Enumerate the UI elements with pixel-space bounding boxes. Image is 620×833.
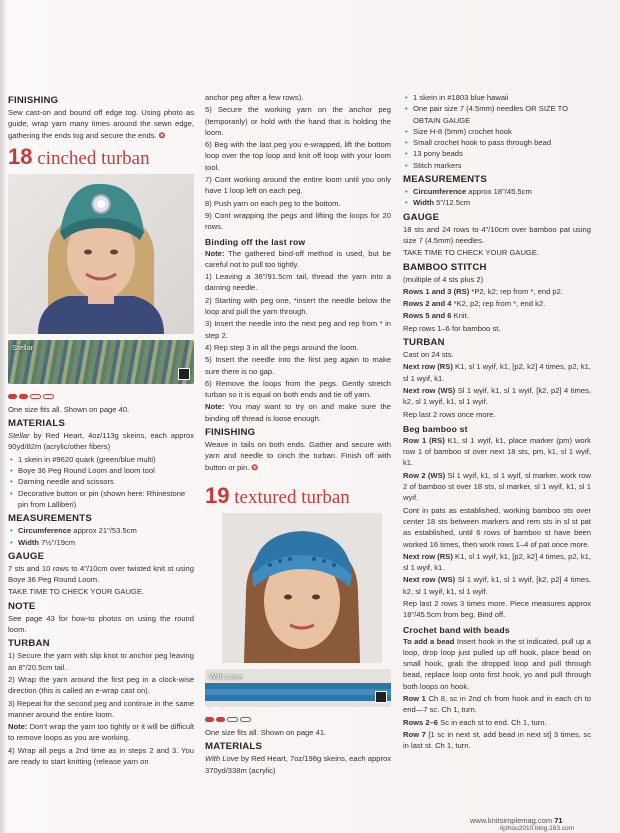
end-marker-icon: ✪ [158,130,166,140]
pattern-18-title: 18 cinched turban [8,143,150,169]
cinched-turban-photo [8,174,194,334]
swatch-label: With Love [209,671,243,681]
pattern-row: Next row (WS) Sl 1 wyif, k1, sl 1 wyif, [k2, p2] 4 times, k2, sl 1 wyif, k1, sl 1 wyif. [403,385,591,407]
step-text: 1) Leaving a 36"/91.5cm tail, thread the yarn into a darning needle. [205,272,391,293]
step-text: 7) Cont working around the entire loom until you only have 1 loop left on each peg. [205,175,391,196]
materials-list [8,454,194,510]
list-item: • Circumference approx 18"/45.5cm [403,186,591,197]
finishing-heading: FINISHING [205,427,256,439]
pattern-row: Rows 2–6 Sc in each st to end. Ch 1, turn. [403,717,547,727]
column-left [8,92,194,768]
gauge-text: 18 sts and 24 rows to 4"/10cm over bamboo pat using size 7 (4.5mm) needles. [403,224,591,245]
binding-off-heading: Binding off the last row [205,236,306,247]
pattern-row: Rows 5 and 6 Knit. [403,311,469,321]
gauge-text: 7 sts and 10 rows to 4"/10cm over twisted knit st using Boye 36 Peg Round Loom. [8,563,194,585]
turban-step: 2) Wrap the yarn around the first peg in a clock-wise direction (this is called an e-wrap cast on). [8,674,194,696]
size-note: One size fits all. Shown on page 41. [205,727,327,737]
column-right [403,92,591,753]
step-text: 5) Secure the working yarn on the anchor peg (temporarily) or hold with the hand that is holding the loom. [205,105,391,137]
turban-heading: TURBAN [403,337,445,349]
step-text: 2) Starting with peg one, *insert the needle below the loop and pull the yarn through. [205,295,391,317]
pattern-row: Rows 2 and 4 *K2, p2; rep from *, end k2. [403,299,546,309]
finishing-text: Weave in tails on both ends. Gather and secure with yarn and needle to cinch the turban. Finish off with button or pin. ✪ [205,440,391,472]
binding-note: Note: You may want to try on and make sure the binding off thread is loose enough. [205,402,391,423]
measurements-list [8,525,194,548]
finishing-text: Sew cast-on and bound off edge tog. Using photo as guide, wrap yarn many times around the sewn edge, gathering the ends tog and secure the ends. ✪ [8,108,194,140]
pattern-row: Next row (RS) K1, sl 1 wyif, k1, [p2, k2] 4 times, p2, k1, sl 1 wyif, k1. [403,551,591,573]
list-item: • Stitch markers [403,160,591,171]
page-footer [470,816,563,825]
step-text: anchor peg after a few rows). [205,93,304,102]
pattern-row: Next row (RS) K1, sl 1 wyif, k1, [p2, k2] 4 times, p2, k1, sl 1 wyif, k1. [403,362,591,383]
list-item: • Boye 36 Peg Round Loom and loom tool [8,465,194,476]
step-text: 6) Beg with the last peg you e-wrapped, lift the bottom loop over the top loop and knit off loop with your loom tool. [205,140,391,172]
yarn-weight-icon [375,691,387,703]
measurements-heading: MEASUREMENTS [8,513,92,525]
list-item: • 13 pony beads [403,148,591,159]
skill-level-indicator [205,717,391,722]
pattern-row: Cast on 24 sts. [403,350,454,360]
step-text: 3) Insert the needle into the next peg and rep from * in step 2. [205,319,391,340]
list-item: • Width 7½"/19cm [8,537,194,548]
bamboo-multiple: (multiple of 4 sts plus 2) [403,274,484,284]
column-middle [205,92,391,777]
footer-site: www.knitsimplemag.com [470,816,553,825]
pattern-row: To add a bead Insert hook in the st indicated, pull up a loop, drop loop just pulled up off hook, place bead on small hook, grab the dropped loop and pull through bead, replace loop onto first hook, yo and pull through both loops on hook. [403,636,591,691]
step-text: 8) Push yarn on each peg to the bottom. [205,198,341,208]
measurements-heading: MEASUREMENTS [403,174,487,186]
materials-heading: MATERIALS [205,741,263,753]
size-note: One size fits all. Shown on page 40. [8,404,130,414]
materials-text: Stellar by Red Heart, 4oz/113g skeins, each approx 90yd/82m (acrylic/other fibers) [8,431,194,452]
turban-step: 1) Secure the yarn with slip knot to anchor peg leaving an 8"/20.5cm tail. [8,651,194,672]
skill-level-indicator [8,394,194,399]
swatch-label: Stellar [12,342,34,352]
list-item: • Circumference approx 21"/53.5cm [8,525,194,536]
gauge-check: TAKE TIME TO CHECK YOUR GAUGE. [403,248,540,258]
step-text: 4) Rep step 3 in all the pegs around the loom. [205,342,359,352]
pattern-row: Next row (WS) Sl 1 wyif, k1, sl 1 wyif, [k2, p2] 4 times, k2, sl 1 wyif, k1, sl 1 wyif. [403,575,591,596]
finishing-heading: FINISHING [8,95,59,106]
end-marker-icon: ✪ [251,462,258,472]
note-text: See page 43 for how-to photos on using the round loom. [8,613,194,635]
list-item: • One pair size 7 (4.5mm) needles OR SIZE TO OBTAIN GAUGE [403,103,591,126]
binding-note: Note: The gathered bind-off method is used, but be careful not to pull too tightly. [205,248,391,269]
crochet-band-heading: Crochet band with beads [403,624,510,635]
with-love-yarn-swatch [205,669,391,707]
step-text: 6) Remove the loops from the pegs. Gently stretch turban so it is equal on both ends and tie off yarn. [205,378,391,400]
list-item: • Small crochet hook to pass through bead [403,137,591,148]
pattern-row: Rep rows 1–6 for bamboo st. [403,323,501,333]
turban-step: 3) Repeat for the second peg and continue in the same manner around the entire loom. [8,698,194,719]
pattern-row: Rep last 2 rows once more. [403,409,496,419]
materials-text: With Love by Red Heart, 7oz/198g skeins, each approx 370yd/338m (acrylic) [205,754,392,775]
pattern-19-title: 19 textured turban [205,482,350,508]
yarn-weight-icon [178,368,190,380]
pattern-row: Row 1 Ch 8, sc in 2nd ch from hook and in each ch to end—7 sc. Ch 1, turn. [403,694,591,715]
stellar-yarn-swatch [8,340,194,384]
step-text: 5) Insert the needle into the first peg again to make sure there is no gap. [205,355,391,376]
source-credit: tijzhou2010.blog.163.com [500,825,575,832]
bamboo-stitch-heading: BAMBOO STITCH [403,261,487,273]
list-item: • Size H-8 (5mm) crochet hook [403,126,591,137]
turban-step: 4) Wrap all pegs a 2nd time as in steps 2 and 3. You are ready to start knitting (release yarn on [8,745,194,767]
pattern-row: Row 7 [1 sc in next st, add bead in next st] 3 times, sc in last st. Ch 1, turn. [403,729,591,751]
step-text: 9) Cont wrapping the pegs and lifting the loops for 20 rows. [205,210,391,232]
measurements-list [403,186,591,209]
materials-list [403,92,591,171]
list-item: • 1 skein in #1803 blue hawaii [403,92,591,103]
beg-bamboo-heading: Beg bamboo st [403,423,468,434]
turban-note: Note: Don't wrap the yarn too tightly or it will be difficult to remove loops as you are working. [8,722,194,743]
pattern-row: Rows 1 and 3 (RS) *P2, k2; rep from *, end p2. [403,286,563,296]
note-heading: NOTE [8,600,36,612]
gauge-check: TAKE TIME TO CHECK YOUR GAUGE. [8,587,145,597]
list-item: • Width 5"/12.5cm [403,197,591,208]
pattern-row: Rep last 2 rows 3 times more. Piece measures approx 18"/45.5cm from beg. Bind off. [403,598,591,620]
pattern-row: Cont in pats as established, working bamboo sts over center 18 sts between markers and rem sts in sl st pat as established, until 6 rows of bamboo st have been worked 16 times, then work rows 1–4 of pat once more. [403,505,591,549]
page-spine [0,0,6,833]
pattern-row: Row 1 (RS) K1, sl 1 wyif, k1, place marker (pm) work row 1 of bamboo st over next 18 sts, pm, k1, sl 1 wyif, k1. [403,435,591,468]
pattern-row: Row 2 (WS) Sl 1 wyif, k1, sl 1 wyif, sl marker, work row 2 of bamboo st over 18 sts, sl marker, sl 1 wyif, k1, sl 1 wyif. [403,470,591,503]
turban-heading: TURBAN [8,638,50,650]
list-item: • 1 skein in #9620 quark (green/blue multi) [8,454,194,465]
gauge-heading: GAUGE [403,211,440,223]
list-item: • Darning needle and scissors [8,476,194,487]
gauge-heading: GAUGE [8,550,45,562]
list-item: • Decorative button or pin (shown here: Rhinestone pin from Lalliberi) [8,488,194,511]
materials-heading: MATERIALS [8,418,66,430]
textured-turban-photo [222,513,382,663]
page-number: 71 [554,816,563,825]
